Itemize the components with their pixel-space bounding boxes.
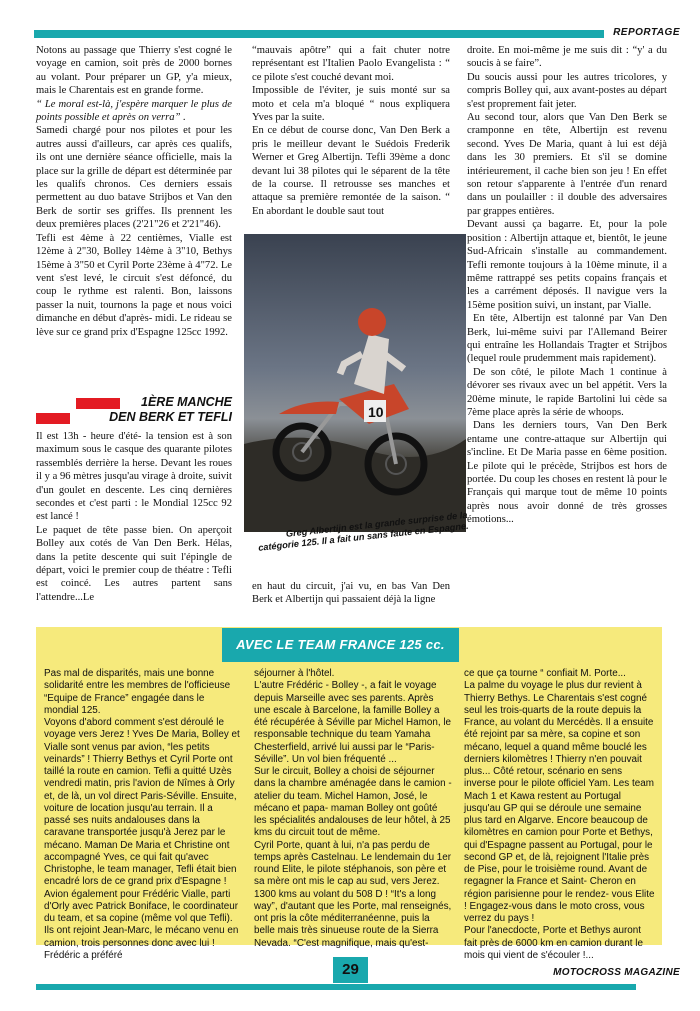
section-label: REPORTAGE (613, 27, 680, 38)
paragraph: Pas mal de disparités, mais une bonne solidarité entre les membres de l'officieuse “Equipe de France” engagée dans le mondial 125. (44, 668, 231, 716)
page-number: 29 (333, 957, 368, 983)
paragraph: Cyril Porte, quant à lui, n'a pas perdu de temps après Castelnau. Le lendemain du 1er round Elite, le pilote stéphanois, son père et sa mère ont mis le cap au sud, vers Jerez. 1300 kms au volant du 508 D ! “It's a long way”, d'autant que les Porte, mal renseignés, ont pris la côte méditerranéenne, puis la belle mais très sinueuse route de la Sierra Nevada. “C'est magnifique, mais qu'est- (254, 839, 452, 949)
paragraph: Au second tour, alors que Van Den Berk se cramponne en tête, Albertijn est revenu second. Yves De Maria, quant à lui est déjà dans les 30 premiers. Et s'il se domine intérieurement, il cache bien son jeu ! En effet son retour s'apparente à l'entrée d'un renard dans un poulailler : il double des adversaires par grappes entières. (467, 112, 667, 217)
paragraph: En ce début de course donc, Van Den Berk a pris le meilleur devant le Suédois Frederik Werner et Greg Albertijn. Tefli 39ème a donc devant lui 38 pilotes qui le séparent de la tête de la course. Il retrousse ses manches et attaque sa première remontée de la saison. “ En abordant le double saut tout (252, 125, 450, 217)
paragraph: Tefli est 4ème à 22 centièmes, Vialle est 12ème à 2"30, Bolley 14ème à 3"10, Bethys 15ème à 3"50 et Cyril Porte 23ème à 4"72. Le vent s'est levé, le circuit s'est défoncé, du coup le rythme est ralenti. Bon, laissons passer la nuit, tournons la page et nous voici dimanche en début d'après- midi. Le rideau se lève sur ce grand prix d'Espagne 125cc 1992. (36, 232, 232, 338)
header-rule (34, 30, 604, 38)
subheading-line-2: DEN BERK ET TEFLI (109, 410, 232, 424)
paragraph: Il est 13h - heure d'été- la tension est à son maximum sous le casque des quarante pilotes rassemblés derrière la herse. Devant les roues il y a 96 mètres jusqu'au virage à droite, suivit d'un goulet en descente. Les cinq dernières secondes et c'est parti : le Mondial 125cc 92 est lancé ! (36, 431, 232, 523)
paragraph: Impossible de l'éviter, je suis monté sur sa moto et cela m'a bloqué “ nous expliquera Yves par la suite. (252, 85, 450, 124)
article-column-1 (36, 44, 232, 339)
sidebar-column-2 (254, 668, 452, 950)
paragraph: Le paquet de tête passe bien. On aperçoit Bolley aux cotés de Van Den Berk. Hélas, dans la petite descente qui suit l'épingle de départ, voici le premier coup de théatre : Tefli est coincé. Les autres partent sans l'attendre...Le (36, 524, 232, 603)
article-column-3 (467, 44, 667, 527)
paragraph: séjourner à l'hôtel. (254, 668, 335, 679)
race-photo (244, 234, 466, 532)
footer-rule (36, 984, 636, 990)
paragraph: Notons au passage que Thierry s'est cogné le voyage en camion, soit près de 2000 bornes au volant. Pour préparer un GP, y'a mieux, mais le Charentais est en grande forme. (36, 45, 232, 97)
subheading-red-bar (36, 413, 70, 424)
article-column-2-continued (252, 580, 450, 607)
subheading (36, 394, 232, 428)
sidebar-column-3 (464, 668, 656, 962)
paragraph: Sur le circuit, Bolley a choisi de séjourner dans la chambre aménagée dans le camion - atelier du team. Michel Hamon, José, le mécano et papa- maman Bolley ont goûté les spécialités andalouses de leur hôtel, à 25 kms du circuit tout de même. (254, 766, 452, 839)
paragraph: De son côté, le pilote Mach 1 continue à dévorer ses rivaux avec un bel appétit. Vers la 20ème minute, le rapide Bartolini lui cède sa 7ème place après la série de whoops. (467, 366, 667, 418)
paragraph: ce que ça tourne “ confiait M. Porte... (464, 668, 626, 679)
paragraph: Avion également pour Frédéric Vialle, parti d'Orly avec Patrick Boniface, le coordinateur du team, et sa copine (même vol que Tefli). Ils ont rejoint Jean-Marc, le mécano venu en camion, trois personnes donc avec lui ! Frédéric a préféré (44, 888, 239, 961)
sidebar-column-1 (44, 668, 240, 962)
subheading-red-bar (76, 398, 120, 409)
paragraph: droite. En moi-même je me suis dit : “y' a du soucis à se faire”. (467, 45, 667, 70)
article-column-2 (252, 44, 450, 218)
paragraph: Dans les derniers tours, Van Den Berk entame une contre-attaque sur Albertijn qui s'incline. Et De Maria passe en 6ème position. Le pilote qui le précède, Strijbos est hors de portée. Du coup les choses en restent là pour le Français qui marque tout de même 10 points après nous avoir donné de très grosses émotions... (467, 420, 667, 526)
sidebar-title: AVEC LE TEAM FRANCE 125 cc. (222, 628, 459, 662)
paragraph: La palme du voyage le plus dur revient à Thierry Bethys. Le Charentais s'est cogné seul les trois-quarts de la route depuis la France, au volant du Mercédès. Il a ensuite été rejoint par sa mère, sa copine et son mécano, lequel a quand même bouclé les derniers kilomètres ! Thierry n'en pouvait plus... Côté retour, scénario en sens inverse pour le pilote officiel Yam. Les team Mach 1 et Kawa restent au Portugal jusqu'au GP qui se déroule une semaine plus tard en Algarve. Encore beaucoup de kilomètres en camion pour Porte et Bethys, qui d'Espagne passent au Portugal, pour le second GP et, de là, rejoignent l'Italie près de Pise, pour le troisième round. Avant de regagner la France et Saint- Cheron en région parisienne pour le rendez- vous Elite ! Engagez-vous dans le moto cross, vous verrez du pays ! (464, 680, 655, 924)
paragraph: En tête, Albertijn est talonné par Van Den Berk, lui-même suivi par l'Allemand Beirer qui entraîne les Hollandais Tragter et Strijbos (lequel roule prudemment mais rapidement). (467, 313, 667, 365)
photo-caption: Greg Albertijn est la grande surprise de la catégorie 125. Il a fait un sans faute en Espagne. (257, 509, 470, 553)
magazine-name: MOTOCROSS MAGAZINE (553, 967, 680, 978)
paragraph: Voyons d'abord comment s'est déroulé le voyage vers Jerez ! Yves De Maria, Bolley et Vialle sont venus par avion, “les petits veinards” ! Thierry Bethys et Cyril Porte ont taillé la route en camion. Tefli a quitté Uzès vendredi matin, pris l'avion de Nîmes à Orly et, de là, un vol direct Paris-Séville. Ensuite, voiture de location jusqu'au terrain. Il a passé ses nuits andalouses dans la caravane transportée jusqu'à Jerez par le mécano. Maman De Maria et Christine ont accompagné Yves, ce qui fait qu'avec Christophe, le team manager, Tefli était bien encadré lors de ce grand prix d'Espagne ! (44, 717, 240, 888)
paragraph: L'autre Frédéric - Bolley -, a fait le voyage depuis Marseille avec ses parents. Après une escale à Barcelone, la famille Bolley a été récupérée à Séville par Michel Hamon, le responsable technique du team Yamaha Chesterfield, arrivé lui aussi par le “Paris- Séville”. Un vol bien fréquenté ... (254, 680, 452, 765)
paragraph: en haut du circuit, j'ai vu, en bas Van Den Berk et Albertijn qui passaient déjà la ligne (252, 581, 450, 606)
quote-paragraph: “ Le moral est-là, j'espère marquer le plus de points possible et après on verra” . (36, 98, 232, 124)
bike-number: 10 (368, 404, 384, 420)
paragraph: Devant aussi ça bagarre. Et, pour la pole position : Albertijn attaque et, bientôt, le jeune Sud-Africain s'installe au commandement. Tefli remonte toujours à la 10ème minute, il a même rattrappé ses petits copains français et les a carrément déposés. Il navigue vers la 15ème position suivi, un instant, par Vialle. (467, 219, 667, 311)
paragraph: Du soucis aussi pour les autres tricolores, y compris Bolley qui, aux avant-postes au départ s'est proprement fait jeter. (467, 71, 667, 110)
paragraph: “mauvais apôtre” qui a fait chuter notre représentant est l'Italien Paolo Evangelista : “ ce pilote s'est couché devant moi. (252, 45, 450, 83)
motocross-rider-illustration (244, 234, 466, 532)
subheading-line-1: 1ÈRE MANCHE (141, 395, 232, 409)
paragraph: Pour l'anecdocte, Porte et Bethys auront fait près de 6000 km en camion durant le mois qui vient de s'écouler !... (464, 925, 643, 961)
paragraph: Samedi chargé pour nos pilotes et pour les autres aussi d'ailleurs, car après ces qualifs, ils ont une dernière séance officielle, mais la place sur la grille de départ est déterminée par les qualifs chronos. Ces derniers essais permettent au duo batave Strijbos et Van den Berk de sortir ses griffes. Ils prennent les deux premières places (2'21"26 et 2'21"46). (36, 125, 232, 231)
article-column-1-continued (36, 430, 232, 604)
